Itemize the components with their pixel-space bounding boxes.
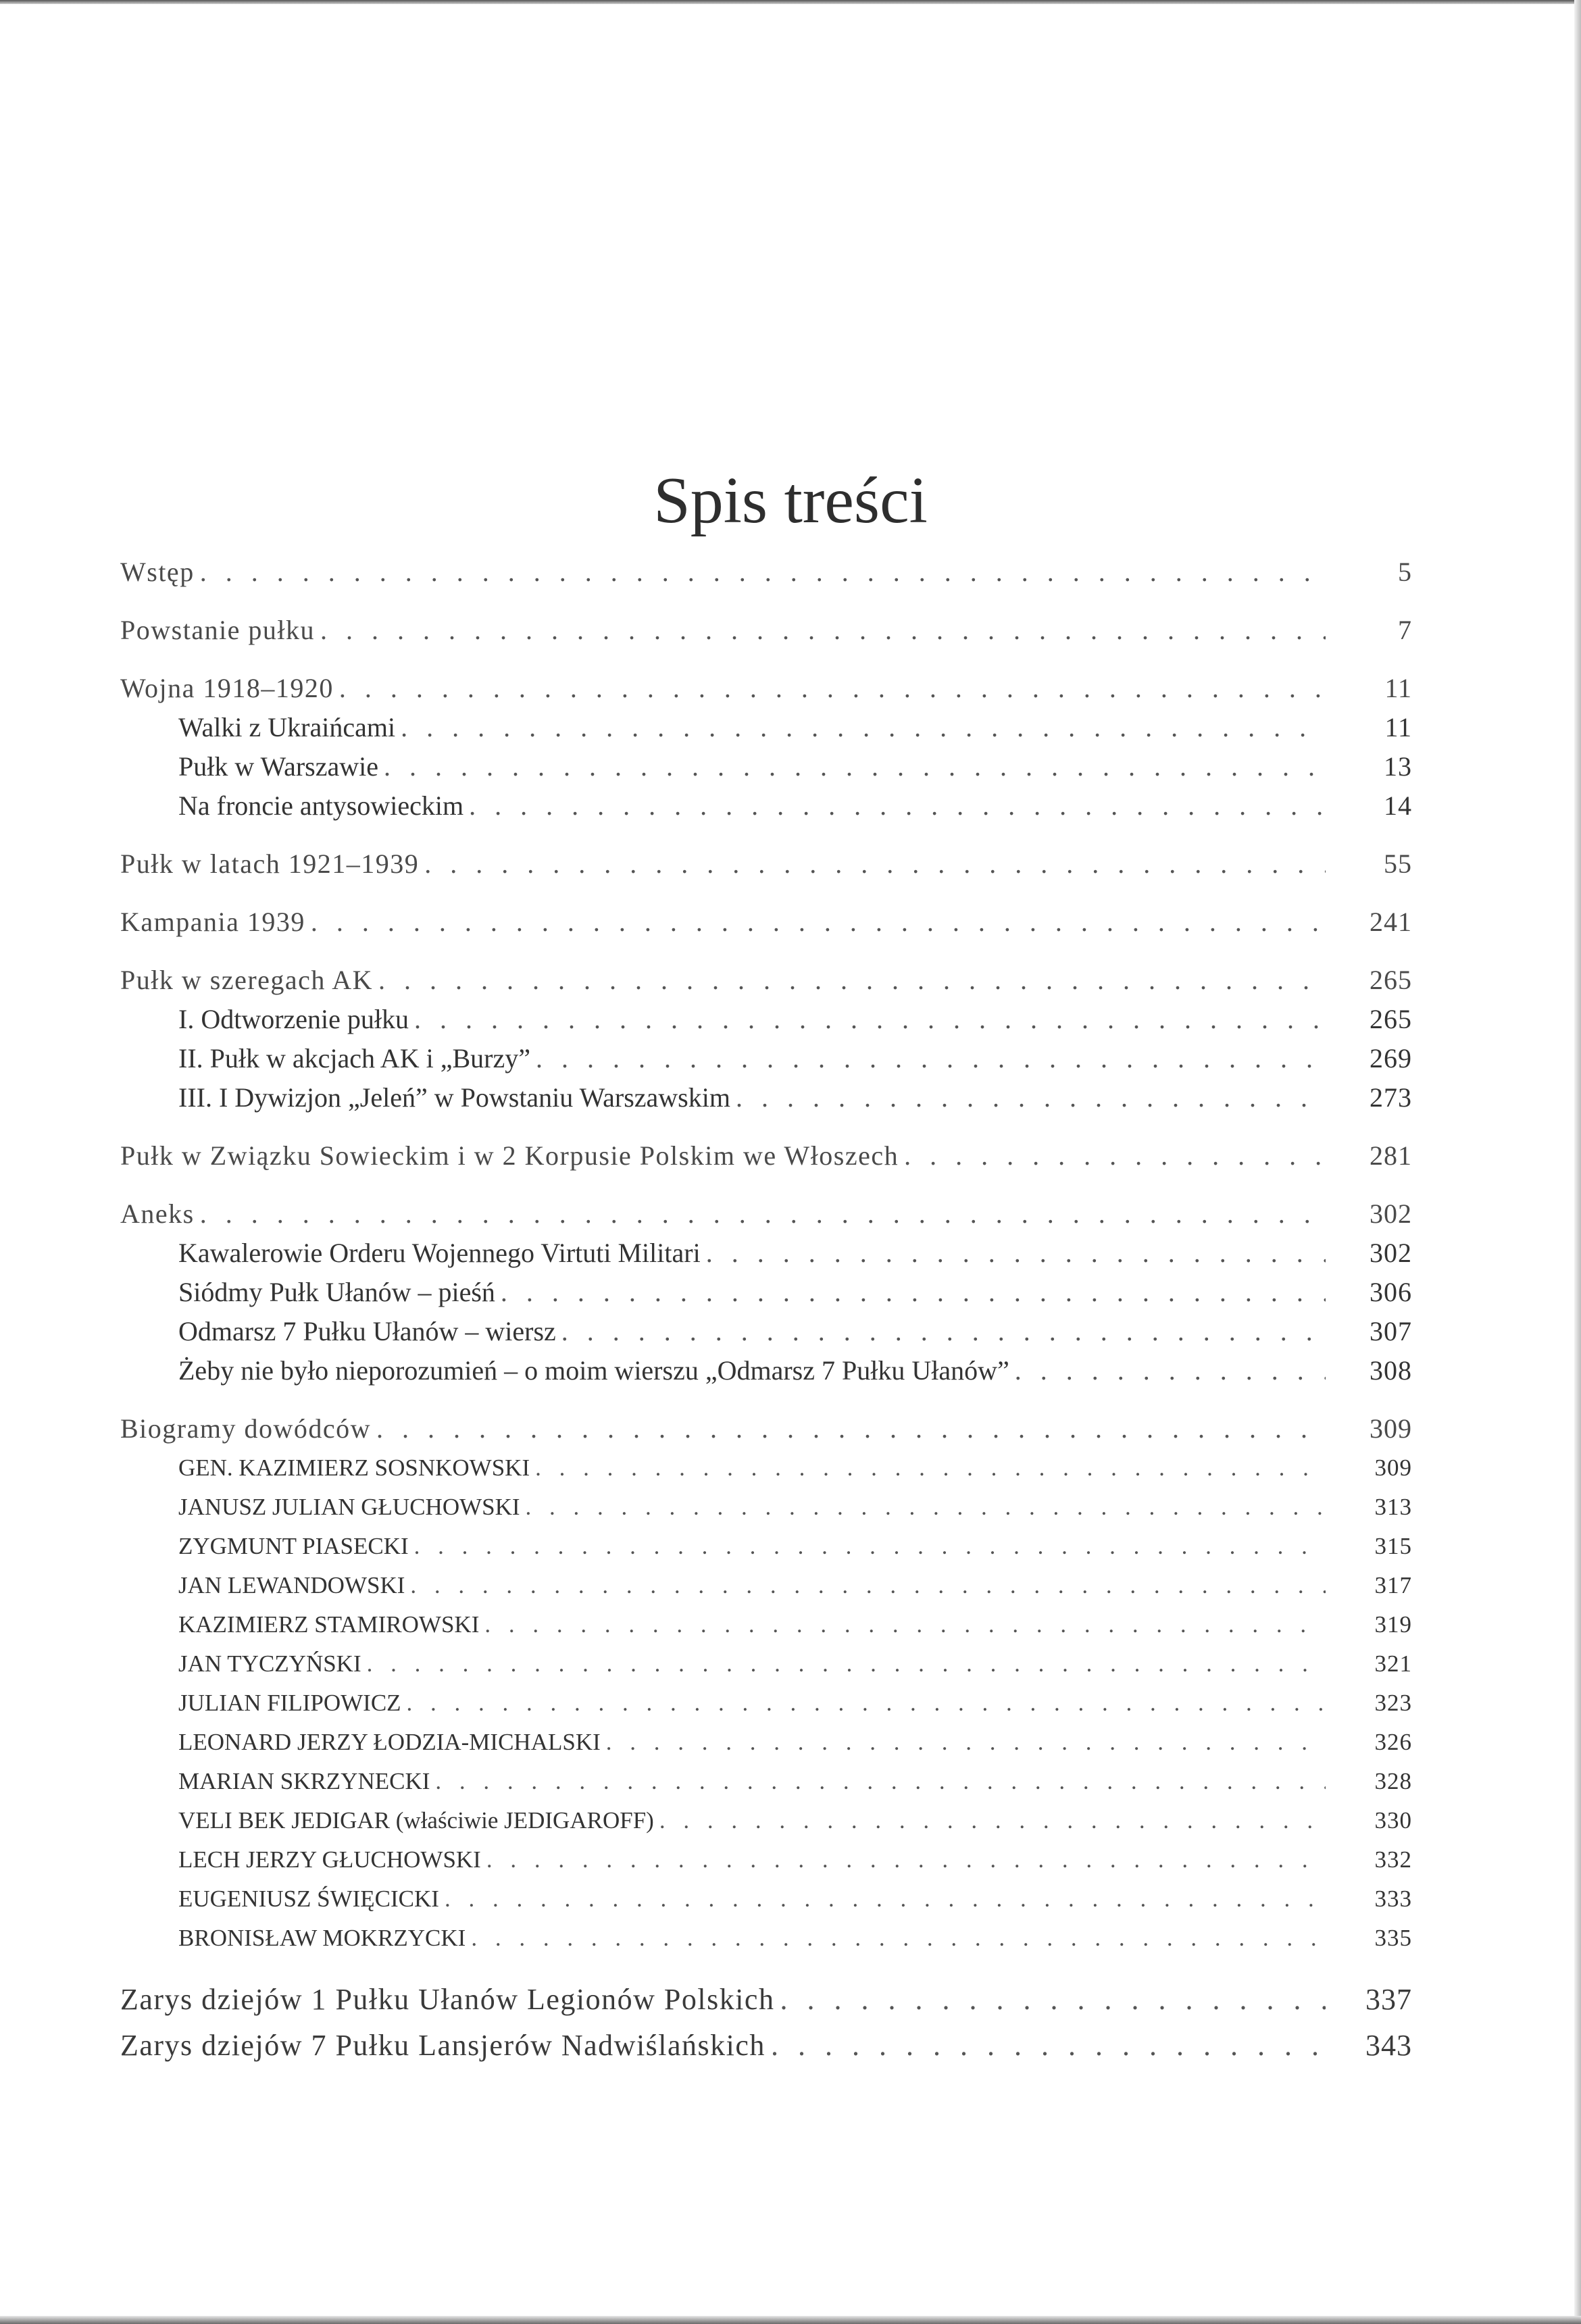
toc-entry-label: GEN. KAZIMIERZ SOSNKOWSKI: [178, 1455, 530, 1481]
toc-subentry[interactable]: [120, 1039, 1412, 1078]
scan-edge-bottom: [0, 2316, 1581, 2324]
toc-entry[interactable]: [120, 611, 1412, 650]
toc-subentry[interactable]: [120, 747, 1412, 786]
toc-entry-page: 302: [1370, 1238, 1412, 1268]
toc-biogram-entry[interactable]: [120, 1684, 1412, 1723]
dot-leader: [471, 1919, 1326, 1958]
dot-leader: [339, 669, 1326, 708]
toc-entry-page: 328: [1374, 1768, 1412, 1794]
toc-entry-label: Pułk w szeregach AK: [120, 965, 373, 995]
dot-leader: [378, 961, 1326, 1000]
toc-entry[interactable]: [120, 1136, 1412, 1176]
toc-biogram-entry[interactable]: [120, 1762, 1412, 1801]
dot-leader: [376, 1409, 1326, 1448]
toc-entry-page: 307: [1370, 1316, 1412, 1346]
toc-biogram-entry[interactable]: [120, 1448, 1412, 1488]
toc-biogram-entry[interactable]: [120, 1644, 1412, 1684]
toc-entry-page: 313: [1374, 1494, 1412, 1520]
toc-entry-page: 332: [1374, 1846, 1412, 1873]
dot-leader: [706, 1234, 1326, 1273]
dot-leader: [536, 1039, 1326, 1078]
toc-entry-page: 309: [1374, 1455, 1412, 1481]
spacer: [120, 1176, 1412, 1194]
toc-subentry[interactable]: [120, 1234, 1412, 1273]
toc-entry-label: Odmarsz 7 Pułku Ułanów – wiersz: [178, 1316, 556, 1346]
toc-entry-label: I. Odtworzenie pułku: [178, 1004, 409, 1034]
toc-entry-page: 308: [1370, 1355, 1412, 1386]
dot-leader: [561, 1312, 1326, 1351]
toc-entry-label: Kampania 1939: [120, 907, 305, 937]
toc-entry-label: JULIAN FILIPOWICZ: [178, 1690, 401, 1716]
toc-entry-label: II. Pułk w akcjach AK i „Burzy”: [178, 1043, 530, 1073]
toc-entry[interactable]: [120, 961, 1412, 1000]
spacer: [120, 1390, 1412, 1409]
toc-entry-page: 281: [1370, 1140, 1412, 1171]
toc-entry[interactable]: [120, 1977, 1412, 2023]
toc-entry-page: 343: [1365, 2029, 1412, 2062]
scan-edge-top: [0, 0, 1581, 4]
toc-entry-label: EUGENIUSZ ŚWIĘCICKI: [178, 1886, 439, 1912]
toc-entry-label: Siódmy Pułk Ułanów – pieśń: [178, 1277, 495, 1307]
dot-leader: [904, 1136, 1326, 1176]
toc-entry-label: JAN TYCZYŃSKI: [178, 1650, 361, 1677]
toc-subentry[interactable]: [120, 1351, 1412, 1390]
toc-entry-label: Wojna 1918–1920: [120, 673, 334, 703]
dot-leader: [659, 1801, 1326, 1840]
dot-leader: [469, 786, 1326, 826]
toc-subentry[interactable]: [120, 708, 1412, 747]
toc-entry-page: 326: [1374, 1729, 1412, 1755]
toc-entry-page: 306: [1370, 1277, 1412, 1307]
dot-leader: [535, 1448, 1326, 1488]
toc-entry-page: 13: [1384, 751, 1412, 782]
dot-leader: [424, 844, 1326, 884]
toc-entry-page: 265: [1370, 1004, 1412, 1034]
spacer: [120, 1117, 1412, 1136]
toc-entry-page: 11: [1384, 712, 1412, 742]
dot-leader: [410, 1566, 1326, 1605]
toc-entry-page: 319: [1374, 1611, 1412, 1638]
dot-leader: [414, 1527, 1326, 1566]
toc-entry-label: Pułk w latach 1921–1939: [120, 849, 420, 879]
spacer: [120, 1958, 1412, 1977]
scan-edge-right: [1574, 0, 1581, 2324]
toc-entry-label: Zarys dziejów 7 Pułku Lansjerów Nadwiślańskich: [120, 2029, 766, 2062]
spacer: [120, 650, 1412, 669]
toc-entry-page: 273: [1370, 1082, 1412, 1113]
toc-entry-label: LECH JERZY GŁUCHOWSKI: [178, 1846, 481, 1873]
page-title: Spis treści: [653, 464, 928, 537]
dot-leader: [311, 903, 1326, 942]
toc-subentry[interactable]: [120, 786, 1412, 826]
toc-subentry[interactable]: [120, 1273, 1412, 1312]
dot-leader: [445, 1879, 1326, 1919]
toc-biogram-entry[interactable]: [120, 1605, 1412, 1644]
toc-entry-page: 337: [1365, 1983, 1412, 2016]
dot-leader: [407, 1684, 1326, 1723]
dot-leader: [484, 1605, 1326, 1644]
toc-entry-page: 269: [1370, 1043, 1412, 1073]
toc-entry-label: Zarys dziejów 1 Pułku Ułanów Legionów Polskich: [120, 1983, 775, 2016]
dot-leader: [414, 1000, 1326, 1039]
toc-subentry[interactable]: [120, 1312, 1412, 1351]
dot-leader: [771, 2023, 1326, 2069]
toc-biogram-entry[interactable]: [120, 1879, 1412, 1919]
toc-entry-label: Pułk w Związku Sowieckim i w 2 Korpusie Polskim we Włoszech: [120, 1140, 899, 1171]
toc-entry-label: Żeby nie było nieporozumień – o moim wierszu „Odmarsz 7 Pułku Ułanów”: [178, 1355, 1009, 1386]
toc-entry-page: 11: [1384, 673, 1412, 703]
toc-entry-label: Biogramy dowódców: [120, 1413, 372, 1444]
toc-entry-label: Aneks: [120, 1198, 195, 1229]
toc-biogram-entry[interactable]: [120, 1527, 1412, 1566]
toc-entry-label: LEONARD JERZY ŁODZIA-MICHALSKI: [178, 1729, 601, 1755]
toc-entry-label: KAZIMIERZ STAMIROWSKI: [178, 1611, 480, 1638]
dot-leader: [486, 1840, 1326, 1879]
toc-entry-page: 14: [1384, 790, 1412, 821]
toc-entry-page: 335: [1374, 1925, 1412, 1951]
dot-leader: [320, 611, 1326, 650]
toc-entry-label: JANUSZ JULIAN GŁUCHOWSKI: [178, 1494, 520, 1520]
spacer: [120, 592, 1412, 611]
spacer: [120, 826, 1412, 844]
toc-entry-label: Pułk w Warszawie: [178, 751, 378, 782]
dot-leader: [736, 1078, 1326, 1117]
toc-entry-page: 302: [1370, 1198, 1412, 1229]
toc-entry[interactable]: [120, 669, 1412, 708]
toc-entry-label: BRONISŁAW MOKRZYCKI: [178, 1925, 466, 1951]
toc-biogram-entry[interactable]: [120, 1488, 1412, 1527]
toc-entry-label: VELI BEK JEDIGAR (właściwie JEDIGAROFF): [178, 1807, 654, 1834]
toc-entry-page: 330: [1374, 1807, 1412, 1834]
toc-entry-page: 7: [1398, 615, 1412, 645]
toc-entry[interactable]: [120, 553, 1412, 592]
dot-leader: [384, 747, 1326, 786]
toc-entry-label: MARIAN SKRZYNECKI: [178, 1768, 430, 1794]
toc-entry-page: 241: [1370, 907, 1412, 937]
toc-subentry[interactable]: [120, 1000, 1412, 1039]
toc-entry-page: 55: [1384, 849, 1412, 879]
toc-subentry[interactable]: [120, 1078, 1412, 1117]
toc-entry-label: Wstęp: [120, 557, 195, 587]
toc-entry-label: III. I Dywizjon „Jeleń” w Powstaniu Warszawskim: [178, 1082, 730, 1113]
toc-biogram-entry[interactable]: [120, 1840, 1412, 1879]
dot-leader: [501, 1273, 1326, 1312]
dot-leader: [526, 1488, 1326, 1527]
toc-entry-page: 309: [1370, 1413, 1412, 1444]
toc-biogram-entry[interactable]: [120, 1919, 1412, 1958]
toc-entry[interactable]: [120, 2023, 1412, 2069]
dot-leader: [1015, 1351, 1326, 1390]
dot-leader: [780, 1977, 1326, 2023]
toc-entry-page: 265: [1370, 965, 1412, 995]
dot-leader: [200, 553, 1326, 592]
toc-entry[interactable]: [120, 1409, 1412, 1448]
dot-leader: [606, 1723, 1326, 1762]
toc-biogram-entry[interactable]: [120, 1723, 1412, 1762]
spacer: [120, 942, 1412, 961]
dot-leader: [200, 1194, 1326, 1234]
toc-entry-page: 317: [1374, 1572, 1412, 1598]
toc-entry-page: 333: [1374, 1886, 1412, 1912]
dot-leader: [367, 1644, 1326, 1684]
toc-entry-label: Na froncie antysowieckim: [178, 790, 464, 821]
toc-entry-page: 323: [1374, 1690, 1412, 1716]
toc-entry-page: 315: [1374, 1533, 1412, 1559]
toc-entry[interactable]: [120, 844, 1412, 884]
dot-leader: [435, 1762, 1326, 1801]
toc-entry[interactable]: [120, 903, 1412, 942]
dot-leader: [401, 708, 1326, 747]
toc-entry-label: ZYGMUNT PIASECKI: [178, 1533, 409, 1559]
toc-entry-page: 5: [1398, 557, 1412, 587]
toc-biogram-entry[interactable]: [120, 1801, 1412, 1840]
toc-entry-label: JAN LEWANDOWSKI: [178, 1572, 405, 1598]
spacer: [120, 884, 1412, 903]
toc-entry-page: 321: [1374, 1650, 1412, 1677]
toc-entry[interactable]: [120, 1194, 1412, 1234]
toc-entry-label: Powstanie pułku: [120, 615, 316, 645]
toc-entry-label: Walki z Ukraińcami: [178, 712, 396, 742]
toc-biogram-entry[interactable]: [120, 1566, 1412, 1605]
table-of-contents: [120, 553, 1412, 2069]
toc-entry-label: Kawalerowie Orderu Wojennego Virtuti Militari: [178, 1238, 701, 1268]
